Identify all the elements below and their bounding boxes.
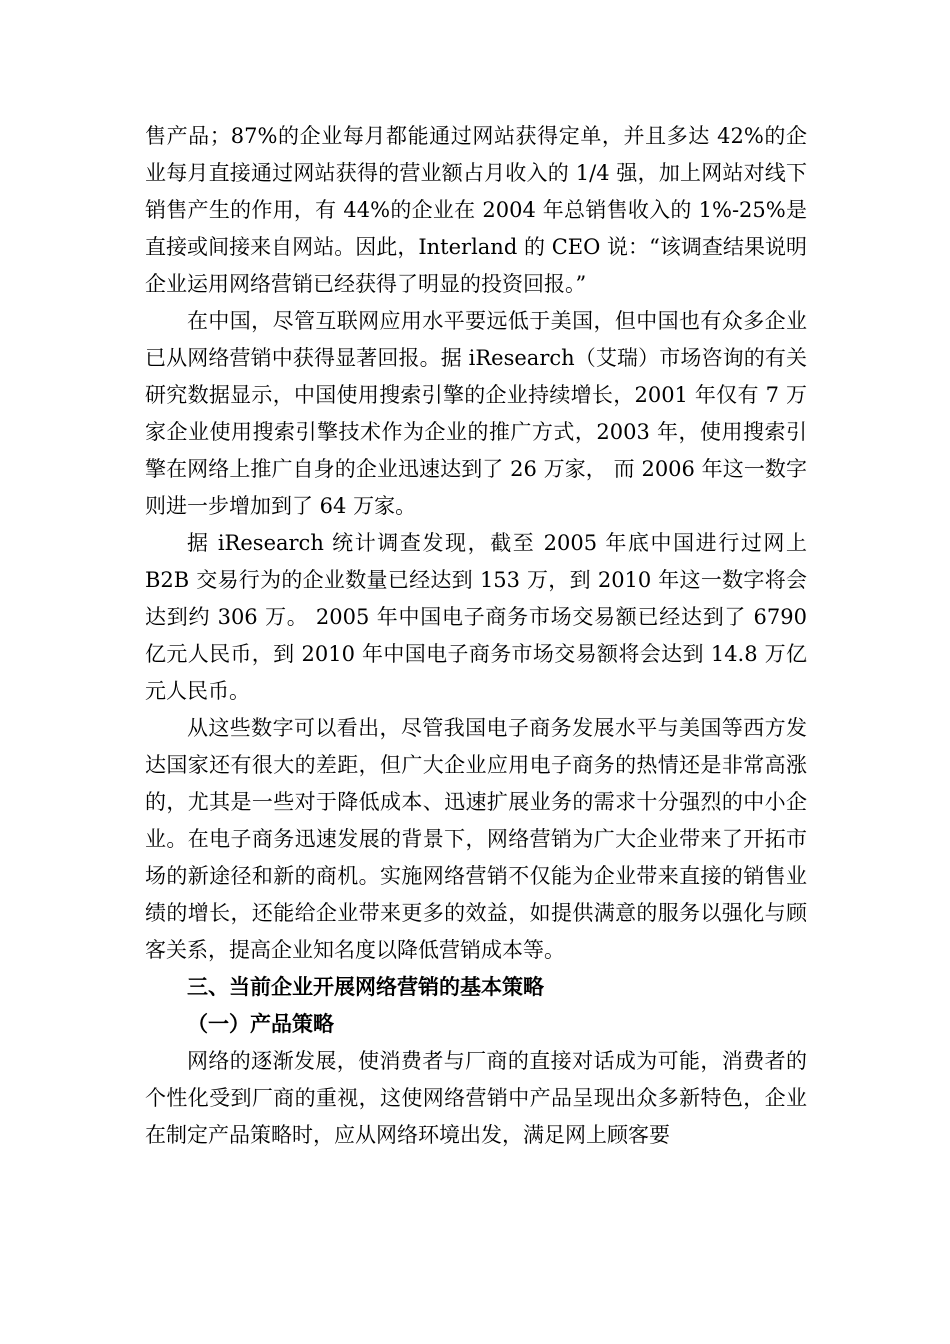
paragraph-iresearch-b2b: 据 iResearch 统计调查发现，截至 2005 年底中国进行过网上 B2B 交易行为的企业数量已经达到 153 万，到 2010 年这一数字将会达到约 306 万。 2005 年中国电子商务市场交易额已经达到了 6790 亿元人民币，到 2010 年中国电子商务市场交易额将会达到 14.8 万亿元人民币。 bbox=[145, 531, 807, 703]
section-heading: 三、当前企业开展网络营销的基本策略 bbox=[187, 975, 544, 999]
paragraph-continuation: 售产品；87%的企业每月都能通过网站获得定单，并且多达 42%的企业每月直接通过网站获得的营业额占月收入的 1/4 强，加上网站对线下销售产生的作用，有 44%的企业在 2004 年总销售收入的 1%-25%是直接或间接来自网站。因此，Interland 的 CEO 说：“该调查结果说明企业运用网络营销已经获得了明显的投资回报。” bbox=[145, 124, 807, 296]
paragraph-product-strategy: 网络的逐渐发展，使消费者与厂商的直接对话成为可能，消费者的个性化受到厂商的重视，这使网络营销中产品呈现出众多新特色，企业在制定产品策略时，应从网络环境出发，满足网上顾客要 bbox=[145, 1049, 807, 1147]
paragraph-conclusion: 从这些数字可以看出，尽管我国电子商务发展水平与美国等西方发达国家还有很大的差距，但广大企业应用电子商务的热情还是非常高涨的，尤其是一些对于降低成本、迅速扩展业务的需求十分强烈的中小企业。在电子商务迅速发展的背景下，网络营销为广大企业带来了开拓市场的新途径和新的商机。实施网络营销不仅能为企业带来直接的销售业绩的增长，还能给企业带来更多的效益，如提供满意的服务以强化与顾客关系，提高企业知名度以降低营销成本等。 bbox=[145, 716, 807, 962]
document-body bbox=[145, 118, 807, 1154]
paragraph-china-search: 在中国，尽管互联网应用水平要远低于美国，但中国也有众多企业已从网络营销中获得显著回报。据 iResearch（艾瑞）市场咨询的有关研究数据显示，中国使用搜索引擎的企业持续增长，2001 年仅有 7 万家企业使用搜索引擎技术作为企业的推广方式，2003 年，使用搜索引擎在网络上推广自身的企业迅速达到了 26 万家， 而 2006 年这一数字则进一步增加到了 64 万家。 bbox=[145, 309, 807, 518]
subsection-heading: （一）产品策略 bbox=[187, 1012, 334, 1036]
